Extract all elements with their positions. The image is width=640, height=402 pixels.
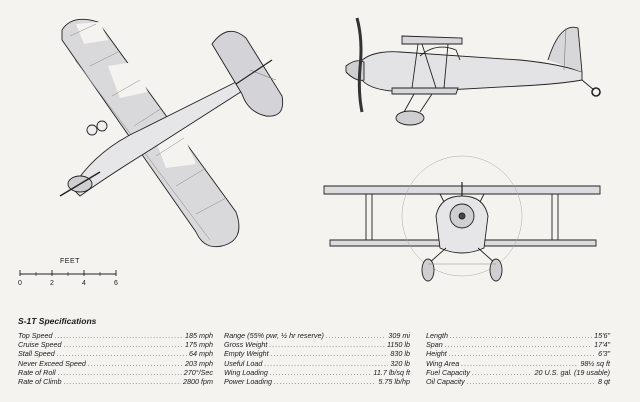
spec-row xyxy=(224,340,410,349)
scale-tick-label: 2 xyxy=(50,280,54,287)
spec-label: Range (55% pwr, ½ hr reserve) xyxy=(224,331,324,340)
spec-value: 98½ sq ft xyxy=(580,358,610,368)
spec-row xyxy=(224,349,410,358)
scale-tick-label: 0 xyxy=(18,280,22,287)
spec-row xyxy=(18,349,213,358)
spec-row xyxy=(18,359,213,368)
spec-value: 15'6" xyxy=(594,331,610,340)
spec-value: 5.75 lb/hp xyxy=(378,377,410,387)
spec-label: Empty Weight xyxy=(224,349,269,359)
spec-row xyxy=(426,377,610,386)
spec-value: 20 U.S. gal. (19 usable) xyxy=(534,367,610,377)
spec-label: Height xyxy=(426,349,447,359)
spec-label: Fuel Capacity xyxy=(426,367,470,377)
spec-value: 64 mph xyxy=(189,349,213,359)
spec-row xyxy=(224,359,410,368)
spec-label: Rate of Climb xyxy=(18,377,62,387)
spec-row xyxy=(224,377,410,386)
scale-tick-label: 4 xyxy=(82,280,86,287)
spec-label: Gross Weight xyxy=(224,340,268,350)
spec-row xyxy=(224,331,410,340)
spec-value: 830 lb xyxy=(390,349,410,359)
spec-row xyxy=(18,368,213,377)
specs-column-weights xyxy=(224,331,410,386)
spec-value: 175 mph xyxy=(185,340,213,350)
spec-row xyxy=(426,359,610,368)
spec-label: Cruise Speed xyxy=(18,340,62,350)
spec-label: Span xyxy=(426,340,443,350)
spec-value: 185 mph xyxy=(185,331,213,340)
scale-title: FEET xyxy=(60,258,80,265)
spec-row xyxy=(426,349,610,358)
spec-row xyxy=(18,331,213,340)
spec-row xyxy=(224,368,410,377)
spec-value: 309 mi xyxy=(388,331,410,340)
front-view xyxy=(324,156,600,281)
spec-row xyxy=(426,340,610,349)
spec-value: 11.7 lb/sq ft xyxy=(373,367,410,377)
spec-label: Rate of Roll xyxy=(18,367,56,377)
spec-label: Power Loading xyxy=(224,377,272,387)
specs-title: S-1T Specifications xyxy=(18,316,97,326)
spec-row xyxy=(18,377,213,386)
spec-row xyxy=(18,340,213,349)
spec-value: 8 qt xyxy=(598,377,610,387)
spec-label: Oil Capacity xyxy=(426,377,465,387)
spec-value: 203 mph xyxy=(185,358,213,368)
spec-label: Length xyxy=(426,331,448,340)
spec-label: Wing Area xyxy=(426,358,460,368)
top-view xyxy=(60,19,283,246)
spec-row xyxy=(426,368,610,377)
scale-tick-label: 6 xyxy=(114,280,118,287)
specs-column-performance xyxy=(18,331,213,386)
spec-value: 17'4" xyxy=(594,340,610,350)
spec-value: 270°/Sec xyxy=(183,367,213,377)
spec-label: Never Exceed Speed xyxy=(18,358,86,368)
spec-label: Stall Speed xyxy=(18,349,55,359)
spec-value: 1150 lb xyxy=(386,340,410,350)
spec-label: Top Speed xyxy=(18,331,53,340)
spec-row xyxy=(426,331,610,340)
side-view xyxy=(346,18,600,125)
spec-value: 6'3" xyxy=(598,349,610,359)
spec-value: 2800 fpm xyxy=(183,377,213,387)
spec-value: 320 lb xyxy=(390,358,410,368)
spec-label: Wing Loading xyxy=(224,367,268,377)
spec-label: Useful Load xyxy=(224,358,263,368)
specs-column-dimensions xyxy=(426,331,610,386)
scale-bar xyxy=(14,262,124,292)
